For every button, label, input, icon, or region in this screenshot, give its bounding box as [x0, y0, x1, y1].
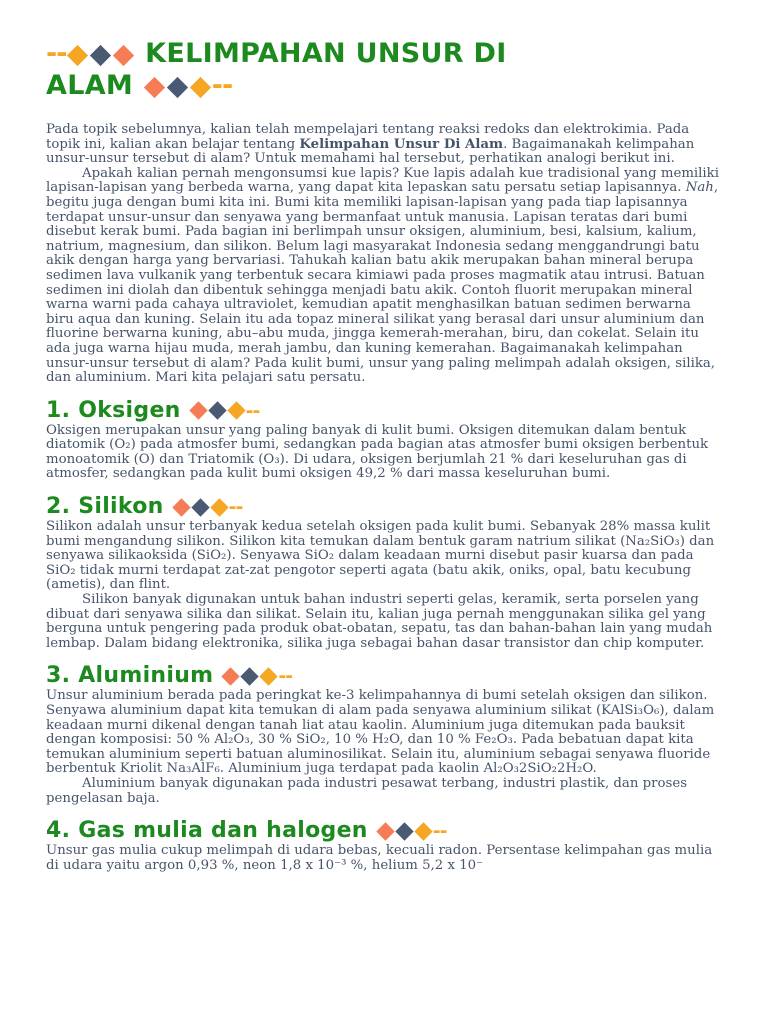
section-heading-text: 4. Gas mulia dan halogen	[46, 818, 368, 844]
section-heading-text: 3. Aluminium	[46, 663, 214, 689]
diamond-orange-icon	[222, 667, 240, 685]
section-heading-oksigen	[46, 398, 722, 424]
intro-text: Pada topik sebelumnya, kalian telah mempelajari tentang reaksi redoks dan elektrokimia. Pada topik ini, kalian akan belajar tentang	[46, 122, 690, 152]
heading-diamonds	[172, 494, 229, 520]
diamond-yellow-icon	[260, 667, 278, 685]
diamond-navy-icon	[90, 45, 111, 66]
diamond-navy-icon	[167, 77, 188, 98]
oksigen-paragraph: Oksigen merupakan unsur yang paling banyak di kulit bumi. Oksigen ditemukan dalam bentuk diatomik (O₂) pada atmosfer bumi, sedangkan pada bagian atas atmosfer bumi oksigen berbentuk monoatomik (O) dan Triatomik (O₃). Di udara, oksigen berjumlah 21 % dari keseluruhan gas di atmosfer, sedangkan pada kulit bumi oksigen 49,2 % dari massa keseluruhan bumi.	[46, 422, 709, 482]
gas-mulia-paragraph: Unsur gas mulia cukup melimpah di udara bebas, kecuali radon. Persentase kelimpahan gas mulia di udara yaitu argon 0,93 %, neon 1,8 x 10⁻³ %, helium 5,2 x 10⁻	[46, 843, 713, 873]
section-heading-text: 1. Oksigen	[46, 397, 181, 423]
title-line2: ALAM	[46, 70, 134, 101]
aluminium-paragraph-1: Unsur aluminium berada pada peringkat ke-3 kelimpahannya di bumi setelah oksigen dan silikon. Senyawa aluminium dapat kita temukan di alam pada senyawa aluminium silikat (KAlSi₃O₆), dalam keadaan murni dikenal dengan tanah liat atau kaolin. Aluminium juga ditemukan pada bauksit dengan komposisi: 50 % Al₂O₃, 30 % SiO₂, 10 % H₂O, dan 10 % Fe₂O₃. Pada bebatuan dapat kita temukan aluminium seperti batuan aluminosilikat. Selain itu, aluminium sebagai senyawa fluoride berbentuk Kriolit Na₃AlF₆. Aluminium juga terdapat pada kaolin Al₂O₃2SiO₂2H₂O.	[46, 688, 715, 777]
intro-text: Apakah kalian pernah mengonsumsi kue lapis? Kue lapis adalah kue tradisional yang memiliki lapisan-lapisan yang berbeda warna, yang dapat kita lepaskan satu persatu setiap lapisannya.	[46, 165, 719, 196]
aluminium-paragraph-2: Aluminium banyak digunakan pada industri pesawat terbang, industri plastik, dan proses pengelasan baja.	[46, 775, 688, 806]
diamond-yellow-icon	[210, 498, 228, 516]
diamond-navy-icon	[241, 667, 259, 685]
title-diamonds-left	[66, 39, 135, 70]
title-dash-left: --	[46, 38, 67, 69]
silikon-paragraph-1: Silikon adalah unsur terbanyak kedua setelah oksigen pada kulit bumi. Sebanyak 28% massa kulit bumi mengandung silikon. Silikon kita temukan dalam bentuk garam natrium silikat (Na₂SiO₃) dan senyawa silikaoksida (SiO₂). Senyawa SiO₂ dalam keadaan murni disebut pasir kuarsa dan pada SiO₂ tidak murni terdapat zat-zat pengotor seperti agata (batu akik, oniks, opal, batu kecubung (ametis), dan flint.	[46, 519, 715, 593]
silikon-paragraph-2: Silikon banyak digunakan untuk bahan industri seperti gelas, keramik, serta porselen yang dibuat dari senyawa silika dan silikat. Selain itu, kalian juga pernah menggunakan silika gel yang berguna untuk pengering pada produk obat-obatan, sepatu, tas dan bahan-bahan lain yang mudah lembap. Dalam bidang elektronika, silika juga sebagai bahan dasar transistor dan chip komputer.	[46, 592, 713, 651]
heading-dash: --	[278, 665, 293, 688]
diamond-yellow-icon	[67, 45, 88, 66]
section-heading-text: 2. Silikon	[46, 494, 164, 520]
diamond-orange-icon	[113, 45, 134, 66]
heading-dash: --	[245, 399, 260, 422]
intro-text: . Bagaimanakah kelimpahan unsur-unsur tersebut di alam? Untuk memahami hal tersebut, perhatikan analogi berikut ini.	[46, 136, 695, 167]
diamond-yellow-icon	[190, 77, 211, 98]
section-heading-silikon	[46, 494, 722, 520]
section-heading-gas-mulia-halogen	[46, 818, 722, 844]
diamond-navy-icon	[395, 822, 413, 840]
title-dash-right: --	[211, 70, 233, 101]
diamond-orange-icon	[144, 77, 165, 98]
diamond-orange-icon	[189, 401, 207, 419]
diamond-yellow-icon	[227, 401, 245, 419]
intro-italic-word: Nah	[685, 180, 714, 196]
intro-text: , begitu juga dengan bumi kita ini. Bumi kita memiliki lapisan-lapisan yang pada tiap lapisannya terdapat unsur-unsur dan senyawa yang bermanfaat untuk manusia. Lapisan teratas dari bumi disebut kerak bumi. Pada bagian ini berlimpah unsur oksigen, aluminium, besi, kalsium, kalium, natrium, magnesium, dan silikon. Belum lagi masyarakat Indonesia sedang menggandrungi batu akik dengan harga yang bervariasi. Tahukah kalian batu akik merupakan bahan mineral berupa sedimen lava vulkanik yang terbentuk secara kimiawi pada proses magmatik atau intrusi. Batuan sedimen ini diolah dan dibentuk sehingga menjadi batu akik. Contoh fluorit merupakan mineral warna warni pada cahaya ultraviolet, kemudian apatit menghasilkan batuan sedimen berwarna biru aqua dan kuning. Selain itu ada topaz mineral silikat yang berasal dari unsur aluminium dan fluorine berwarna kuning, abu–abu muda, jingga kemerah-merahan, biru, dan cokelat. Selain itu ada juga warna hijau muda, merah jambu, dan kuning kemerahan. Bagaimanakah kelimpahan unsur-unsur tersebut di alam? Pada kulit bumi, unsur yang paling melimpah adalah oksigen, silika, dan aluminium. Mari kita pelajari satu persatu.	[46, 180, 719, 386]
title-diamonds-right	[143, 71, 212, 102]
intro-paragraph-2	[46, 167, 722, 386]
diamond-orange-icon	[172, 498, 190, 516]
diamond-yellow-icon	[414, 822, 432, 840]
heading-dash: --	[228, 496, 243, 519]
heading-diamonds	[189, 398, 246, 424]
heading-dash: --	[432, 820, 447, 843]
page-title	[46, 38, 722, 102]
heading-diamonds	[376, 818, 433, 844]
section-heading-aluminium	[46, 663, 722, 689]
title-line1: KELIMPAHAN UNSUR DI	[145, 38, 507, 69]
diamond-navy-icon	[208, 401, 226, 419]
heading-diamonds	[221, 663, 278, 689]
intro-paragraph-1	[46, 123, 722, 167]
diamond-navy-icon	[191, 498, 209, 516]
intro-bold-topic: Kelimpahan Unsur Di Alam	[299, 136, 504, 152]
diamond-orange-icon	[376, 822, 394, 840]
